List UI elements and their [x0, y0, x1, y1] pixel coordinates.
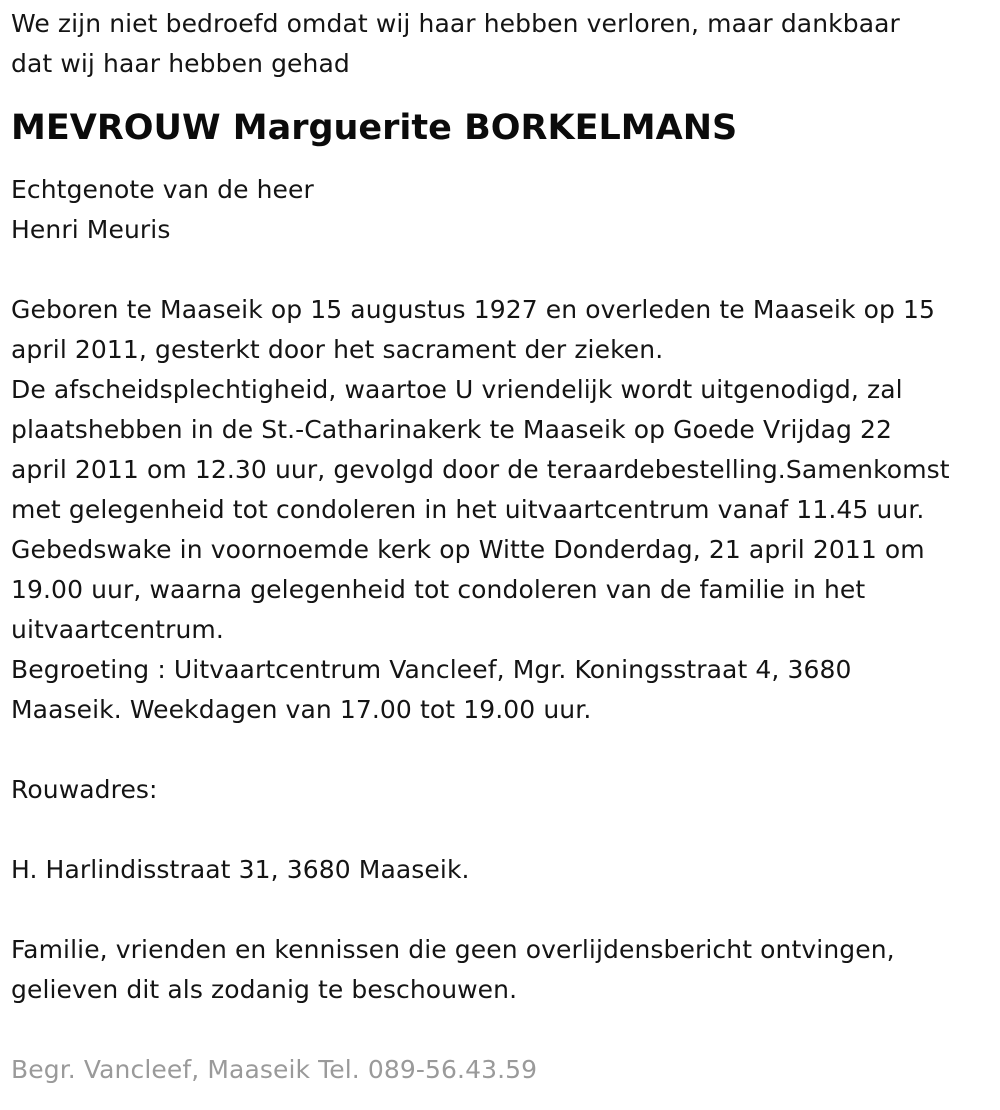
funeral-home-footer: Begr. Vancleef, Maaseik Tel. 089-56.43.59: [11, 1055, 538, 1084]
body-line: april 2011 om 12.30 uur, gevolgd door de teraardebestelling.Samenkomst: [11, 455, 950, 484]
obituary-document: [11, 4, 996, 1090]
body-line: 19.00 uur, waarna gelegenheid tot condoleren van de familie in het: [11, 575, 866, 604]
title-block: [11, 84, 996, 170]
address-text: H. Harlindisstraat 31, 3680 Maaseik.: [11, 855, 470, 884]
spouse-block: [11, 170, 996, 250]
spacer: [11, 730, 996, 770]
closing-line: gelieven dit als zodanig te beschouwen.: [11, 975, 518, 1004]
quote-block: [11, 4, 996, 84]
spouse-line: Henri Meuris: [11, 215, 171, 244]
body-line: De afscheidsplechtigheid, waartoe U vriendelijk wordt uitgenodigd, zal: [11, 375, 903, 404]
body-line: plaatshebben in de St.-Catharinakerk te Maaseik op Goede Vrijdag 22: [11, 415, 893, 444]
quote-line: dat wij haar hebben gehad: [11, 49, 350, 78]
spacer: [11, 250, 996, 290]
closing-line: Familie, vrienden en kennissen die geen overlijdensbericht ontvingen,: [11, 935, 895, 964]
spouse-line: Echtgenote van de heer: [11, 175, 314, 204]
spacer: [11, 810, 996, 850]
body-line: Geboren te Maaseik op 15 augustus 1927 en overleden te Maaseik op 15: [11, 295, 936, 324]
body-line: uitvaartcentrum.: [11, 615, 224, 644]
deceased-name-title: MEVROUW Marguerite BORKELMANS: [11, 108, 738, 148]
quote-line: We zijn niet bedroefd omdat wij haar hebben verloren, maar dankbaar: [11, 9, 900, 38]
closing-block: [11, 930, 996, 1010]
body-line: Begroeting : Uitvaartcentrum Vancleef, Mgr. Koningsstraat 4, 3680: [11, 655, 852, 684]
body-block: [11, 290, 996, 730]
body-line: met gelegenheid tot condoleren in het uitvaartcentrum vanaf 11.45 uur.: [11, 495, 925, 524]
address-label: Rouwadres:: [11, 775, 158, 804]
body-line: Gebedswake in voornoemde kerk op Witte Donderdag, 21 april 2011 om: [11, 535, 925, 564]
body-line: april 2011, gesterkt door het sacrament der zieken.: [11, 335, 664, 364]
spacer: [11, 890, 996, 930]
body-line: Maaseik. Weekdagen van 17.00 tot 19.00 uur.: [11, 695, 592, 724]
spacer: [11, 1010, 996, 1050]
